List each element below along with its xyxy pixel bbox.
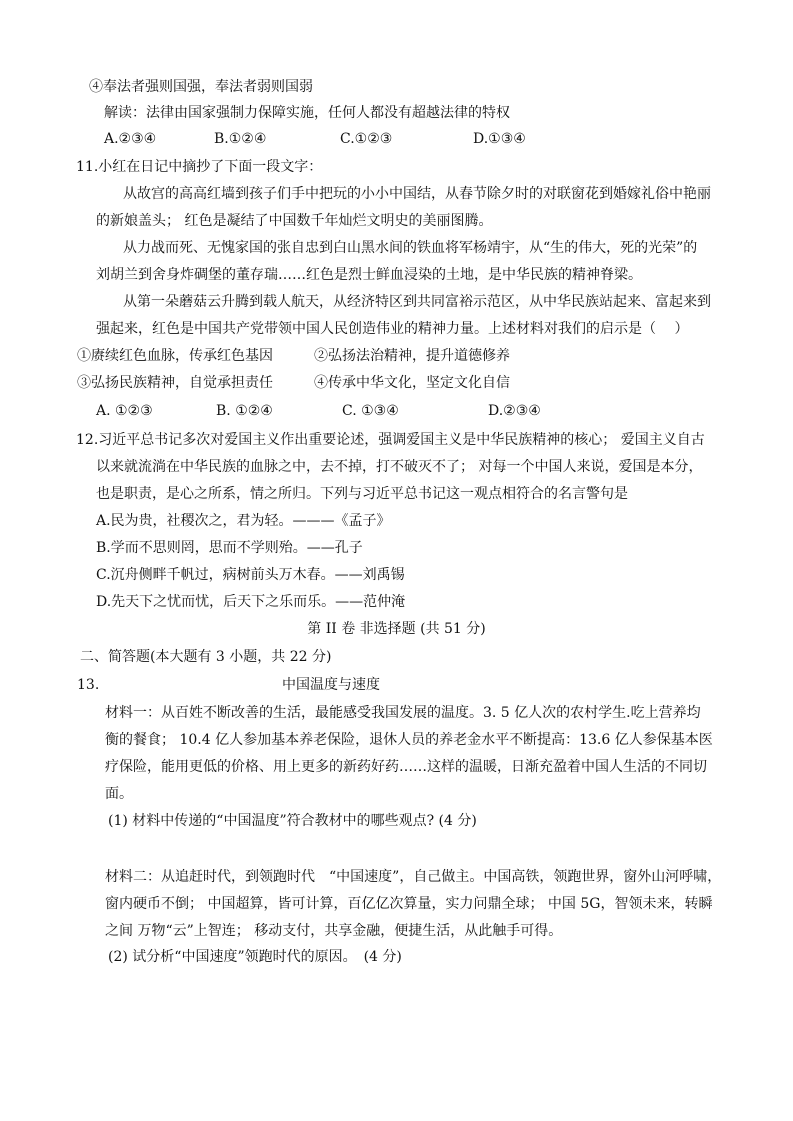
q11-item-3: ③弘扬民族精神，自觉承担责任 [77, 375, 273, 391]
q10-option-d: D.①③④ [473, 131, 526, 147]
q11-para2-line2: 刘胡兰到舍身炸碉堡的董存瑞……红色是烈士鲜血浸染的土地，是中华民族的精神脊梁。 [96, 267, 642, 283]
q13-material2-line2: 窗内硬币不倒； 中国超算，皆可计算，百亿亿次算量，实力问鼎全球； 中国 5G，智领未来，转瞬 [105, 896, 713, 912]
q12-option-c: C.沉舟侧畔千帆过，病树前头万木春。——刘禹锡 [96, 567, 405, 583]
q10-option-c: C.①②③ [340, 131, 393, 147]
q11-option-d: D.②③④ [488, 403, 541, 419]
q10-option-b: B.①②④ [214, 131, 267, 147]
q10-item-4: ④奉法者强则国强，奉法者弱则国弱 [89, 79, 313, 95]
q12-option-d: D.先天下之忧而忧，后天下之乐而乐。——范仲淹 [96, 594, 406, 610]
part2-title: 第 II 卷 非选择题 (共 51 分) [307, 621, 486, 637]
q11-para3-line2: 强起来，红色是中国共产党带领中国人民创造伟业的精神力量。上述材料对我们的启示是（ ） [96, 321, 689, 337]
q11-para1-line1: 从故宫的高高红墙到孩子们手中把玩的小小中国结，从春节除夕时的对联窗花到婚嫁礼俗中艳丽 [123, 186, 711, 202]
q13-question1: (1) 材料中传递的“中国温度”符合教材中的哪些观点? (4 分) [108, 813, 477, 829]
q13-material2-line3: 之间 万物“云”上智连； 移动支付，共享金融，便捷生活，从此触手可得。 [105, 923, 563, 939]
q13-material1-line3: 疗保险，能用更低的价格、用上更多的新药好药……这样的温暖，日渐充盈着中国人生活的不同切 [105, 759, 707, 775]
q13-material1-line2: 衡的餐食； 10.4 亿人参加基本养老保险，退休人员的养老金水平不断提高：13.6 亿人参保基本医 [105, 732, 713, 748]
q11-para3-line1: 从第一朵蘑菇云升腾到载人航天，从经济特区到共同富裕示范区，从中华民族站起来、富起来到 [123, 294, 711, 310]
q11-option-b: B. ①②④ [216, 403, 273, 419]
q11-item-2: ②弘扬法治精神，提升道德修养 [314, 348, 510, 364]
q13-question2: (2) 试分析“中国速度”领跑时代的原因。 (4 分) [108, 949, 402, 965]
q12-stem-line1: 12.习近平总书记多次对爱国主义作出重要论述，强调爱国主义是中华民族精神的核心； 爱国主义自古 [76, 432, 705, 448]
q12-option-b: B.学而不思则罔，思而不学则殆。——孔子 [96, 540, 363, 556]
q12-stem-line3: 也是职责，是心之所系，情之所归。下列与习近平总书记这一观点相符合的名言警句是 [96, 486, 628, 502]
q11-stem: 11.小红在日记中摘抄了下面一段文字： [76, 159, 323, 175]
q12-option-a: A.民为贵，社稷次之，君为轻。———《孟子》 [96, 513, 391, 529]
q11-item-4: ④传承中华文化，坚定文化自信 [314, 375, 510, 391]
q13-title: 中国温度与速度 [282, 677, 380, 693]
q13-number: 13. [77, 677, 100, 693]
q13-material1-line1: 材料一：从百姓不断改善的生活，最能感受我国发展的温度。3. 5 亿人次的农村学生.吃上营养均 [105, 705, 701, 721]
q13-material2-line1: 材料二：从追赶时代，到领跑时代 “中国速度”，自己做主。中国高铁，领跑世界，窗外山河呼啸， [105, 869, 722, 885]
q11-para1-line2: 的新娘盖头； 红色是凝结了中国数千年灿烂文明史的美丽图腾。 [96, 213, 493, 229]
q11-option-a: A. ①②③ [96, 403, 153, 419]
q11-para2-line1: 从力战而死、无愧家国的张自忠到白山黑水间的铁血将军杨靖宇，从“生的伟大，死的光荣”的 [123, 240, 698, 256]
q11-option-c: C. ①③④ [342, 403, 399, 419]
q10-option-a: A.②③④ [104, 131, 157, 147]
section2-title: 二、简答题(本大题有 3 小题，共 22 分) [80, 649, 332, 665]
q12-stem-line2: 以来就流淌在中华民族的血脉之中，去不掉，打不破灭不了； 对每一个中国人来说，爱国是本分， [96, 459, 703, 475]
q11-item-1: ①赓续红色血脉，传承红色基因 [77, 348, 273, 364]
q13-material1-line4: 面。 [105, 786, 133, 802]
q10-explanation: 解读：法律由国家强制力保障实施，任何人都没有超越法律的特权 [104, 105, 510, 121]
